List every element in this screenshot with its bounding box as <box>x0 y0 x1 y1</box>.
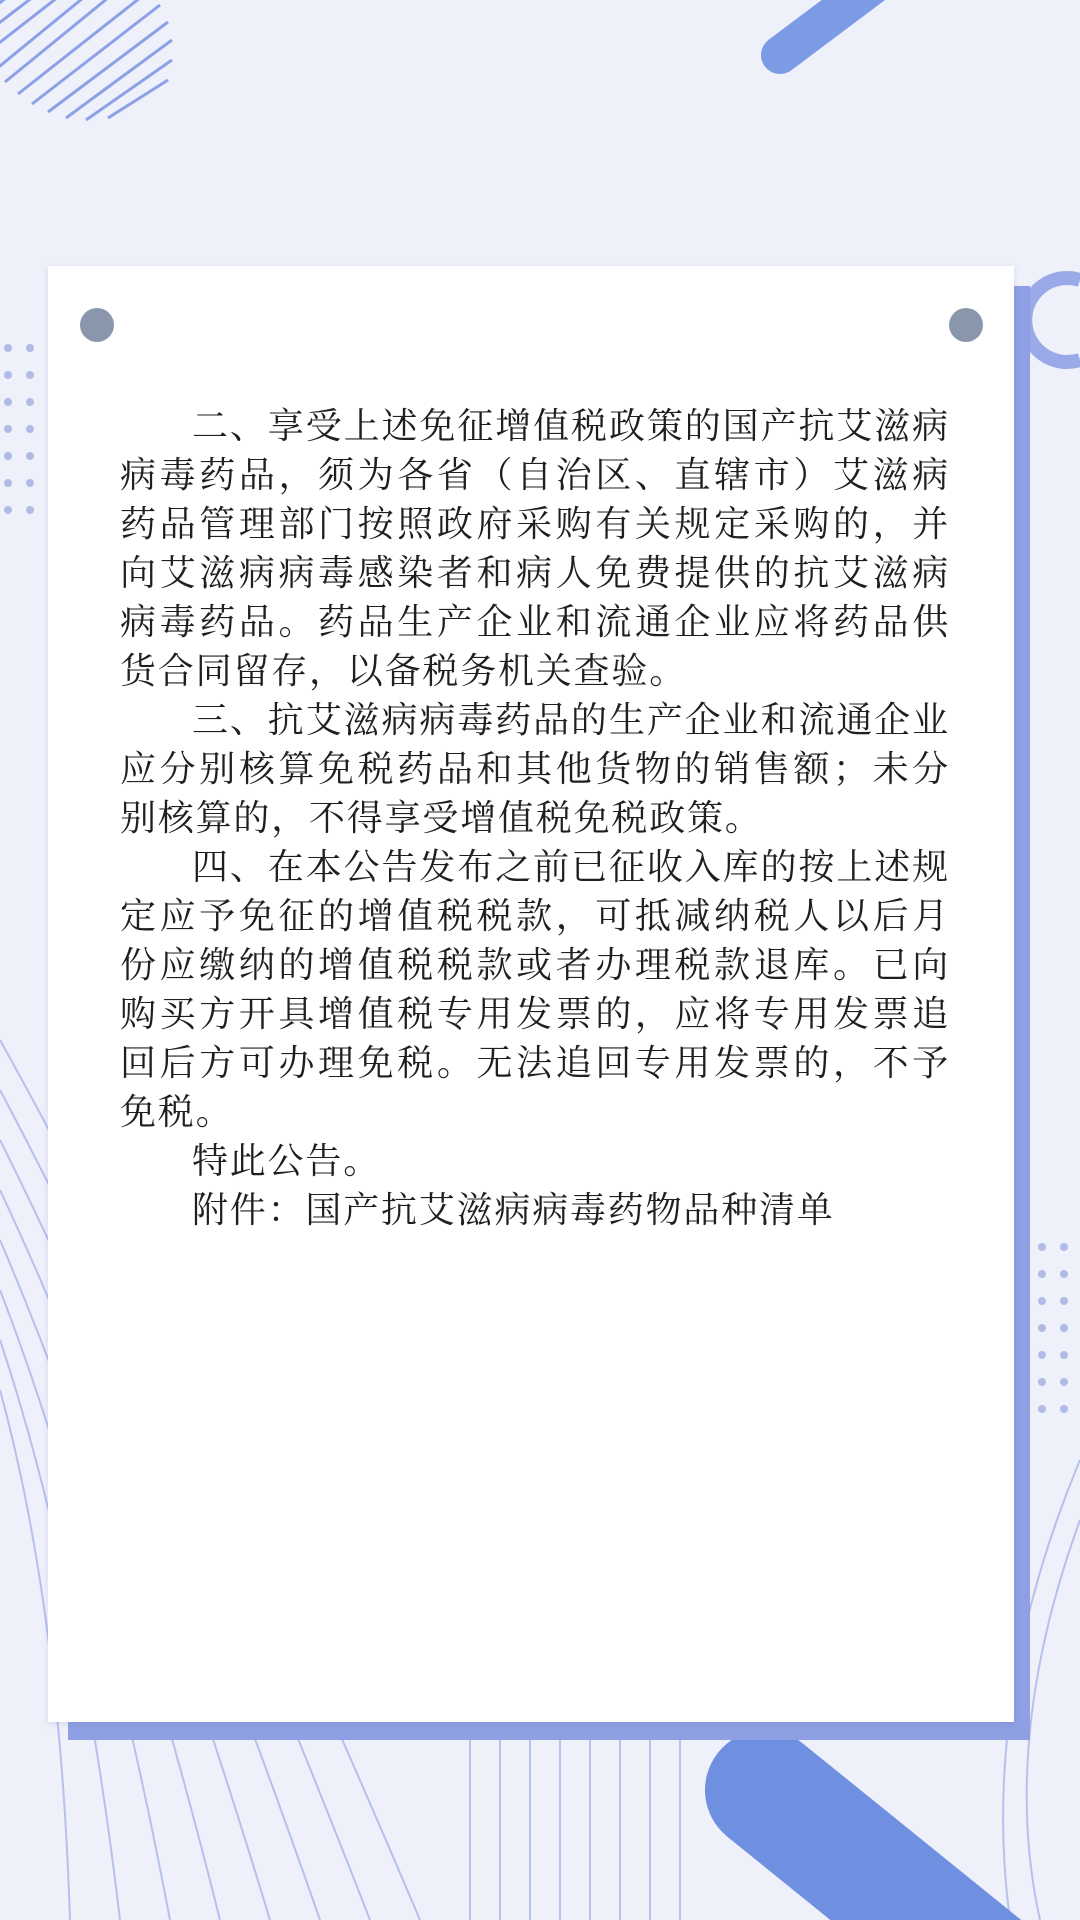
attachment-line: 附件：国产抗艾滋病病毒药物品种清单 <box>192 1190 835 1231</box>
right-dot-grid <box>1038 1243 1068 1413</box>
notice-body <box>120 402 950 1235</box>
paragraph-3: 三、抗艾滋病病毒药品的生产企业和流通企业应分别核算免税药品和其他货物的销售额；未分别核算的，不得享受增值税免税政策。 <box>120 700 950 839</box>
closing-line: 特此公告。 <box>192 1141 382 1182</box>
top-right-capsule <box>780 0 880 55</box>
top-left-striped-circle <box>0 0 172 120</box>
paragraph-4: 四、在本公告发布之前已征收入库的按上述规定应予免征的增值税税款，可抵减纳税人以后月份应缴纳的增值税税款或者办理税款退库。已向购买方开具增值税专用发票的，应将专用发票追回后方可办理免税。无法追回专用发票的，不予免税。 <box>120 847 950 1133</box>
right-ring-arc <box>1025 278 1080 362</box>
pin-right-icon <box>949 308 983 342</box>
pin-left-icon <box>80 308 114 342</box>
paragraph-2: 二、享受上述免征增值税政策的国产抗艾滋病病毒药品，须为各省（自治区、直辖市）艾滋病药品管理部门按照政府采购有关规定采购的，并向艾滋病病毒感染者和病人免费提供的抗艾滋病病毒药品。药品生产企业和流通企业应将药品供货合同留存，以备税务机关查验。 <box>120 406 950 692</box>
bottom-right-capsule <box>765 1790 1000 1920</box>
